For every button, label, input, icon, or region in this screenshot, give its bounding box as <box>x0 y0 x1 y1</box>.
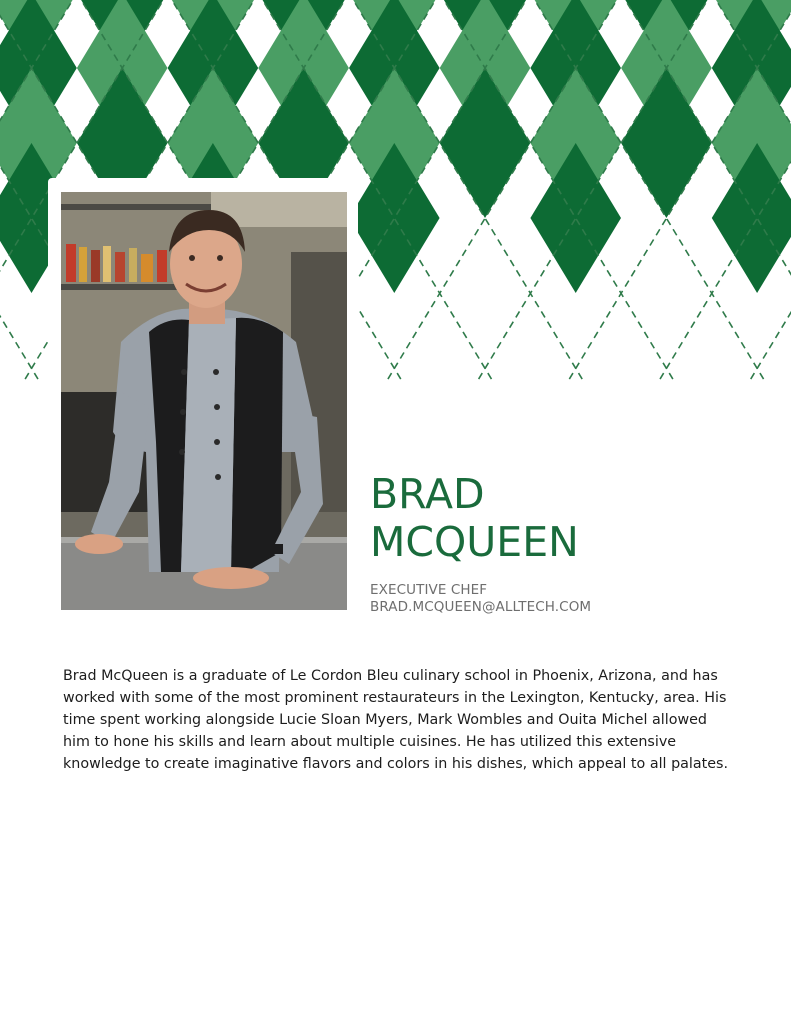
chef-name <box>370 470 579 566</box>
chef-contact-block <box>370 582 591 616</box>
job-title: EXECUTIVE CHEF <box>370 582 488 598</box>
chef-name-line-1: BRAD <box>370 470 485 518</box>
chef-name-line-2: MCQUEEN <box>370 518 579 566</box>
biography-paragraph: Brad McQueen is a graduate of Le Cordon Bleu culinary school in Phoenix, Arizona, and has worked with some of the most prominent restaurateurs in the Lexington, Kentucky, area. His time spent working alongside Lucie Sloan Myers, Mark Wombles and Ouita Michel allowed him to hone his skills and learn about multiple cuisines. He has utilized this extensive knowledge to create imaginative flavors and colors in his dishes, which appeal to all palates. <box>63 668 729 772</box>
chef-portrait-illustration <box>61 192 347 610</box>
chef-portrait-photo <box>61 192 347 610</box>
email-address[interactable]: BRAD.MCQUEEN@ALLTECH.COM <box>370 599 592 615</box>
